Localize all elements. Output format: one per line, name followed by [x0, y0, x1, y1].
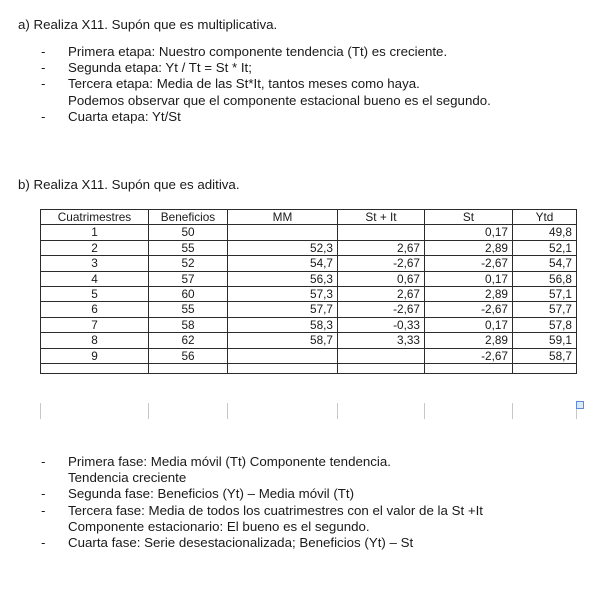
table-cell: -2,67: [338, 256, 425, 271]
table-cell: 1: [41, 225, 149, 240]
table-row: [41, 271, 577, 286]
table-cell: 0,17: [425, 271, 513, 286]
list-item-text: Tendencia creciente: [68, 470, 187, 486]
table-cell: 52: [149, 256, 228, 271]
table-cell: 3,33: [338, 333, 425, 348]
table-cell: [149, 364, 228, 374]
table-cell: -0,33: [338, 317, 425, 332]
table-cell: 2,89: [425, 333, 513, 348]
list-item-text: Tercera etapa: Media de las St*It, tantos meses como haya.: [68, 76, 420, 92]
table-cell: -2,67: [338, 302, 425, 317]
table-cell: 4: [41, 271, 149, 286]
table-cell: [513, 364, 577, 374]
table-cell: 8: [41, 333, 149, 348]
table-cell: [338, 364, 425, 374]
table-cell: 56: [149, 348, 228, 363]
table-cell: 0,17: [425, 225, 513, 240]
list-item: [0, 454, 483, 486]
list-item: [0, 503, 483, 535]
column-header: St + It: [338, 210, 425, 225]
list-item-text: Podemos observar que el componente estacional bueno es el segundo.: [68, 92, 491, 108]
section-b-list: [0, 454, 483, 551]
table-row: [41, 348, 577, 363]
list-item: [0, 486, 483, 502]
table-cell: 57,7: [228, 302, 338, 317]
table-cell: [228, 348, 338, 363]
table-cell: 58,3: [228, 317, 338, 332]
table-cell: 3: [41, 256, 149, 271]
table-guide-lines: [40, 403, 576, 419]
table-cell: 56,3: [228, 271, 338, 286]
table-cell: -2,67: [425, 348, 513, 363]
list-item: [0, 109, 491, 125]
table-cell: 5: [41, 287, 149, 302]
table-cell: 60: [149, 287, 228, 302]
table-cell: 2: [41, 240, 149, 255]
dash-bullet: -: [41, 502, 46, 518]
list-item-text: Cuarta etapa: Yt/St: [68, 108, 181, 124]
table-cell: [338, 225, 425, 240]
table-cell: 0,67: [338, 271, 425, 286]
table-cell: 57,3: [228, 287, 338, 302]
table-cell: 9: [41, 348, 149, 363]
list-item-text: Segunda etapa: Yt / Tt = St * It;: [68, 60, 252, 76]
column-header: Cuatrimestres: [41, 210, 149, 225]
table-cell: 57,1: [513, 287, 577, 302]
section-a-list: [0, 44, 491, 125]
table-cell: 58,7: [228, 333, 338, 348]
table-cell: 6: [41, 302, 149, 317]
list-item-text: Cuarta fase: Serie desestacionalizada; Beneficios (Yt) – St: [68, 535, 414, 551]
table-cell: 57: [149, 271, 228, 286]
table-cell: 54,7: [228, 256, 338, 271]
list-item: [0, 60, 491, 76]
table-row: [41, 240, 577, 255]
list-item-text: Primera etapa: Nuestro componente tendencia (Tt) es creciente.: [68, 44, 448, 59]
table-empty-row: [41, 364, 577, 374]
table-cell: 2,89: [425, 240, 513, 255]
table-row: [41, 225, 577, 240]
table-cell: 57,8: [513, 317, 577, 332]
table-cell: 49,8: [513, 225, 577, 240]
table-cell: 0,17: [425, 317, 513, 332]
table-cell: 52,1: [513, 240, 577, 255]
table-resize-handle-icon[interactable]: [576, 401, 584, 409]
column-header: Beneficios: [149, 210, 228, 225]
column-header: MM: [228, 210, 338, 225]
results-table-wrapper: [40, 209, 577, 374]
table-cell: 7: [41, 317, 149, 332]
dash-bullet: -: [41, 60, 46, 76]
table-cell: 2,67: [338, 240, 425, 255]
dash-bullet: -: [41, 486, 46, 502]
section-b-heading: b) Realiza X11. Supón que es aditiva.: [18, 177, 240, 192]
table-cell: -2,67: [425, 302, 513, 317]
table-cell: 58: [149, 317, 228, 332]
dash-bullet: -: [41, 108, 46, 124]
list-item: [0, 76, 491, 108]
table-row: [41, 333, 577, 348]
column-header: Ytd: [513, 210, 577, 225]
table-cell: -2,67: [425, 256, 513, 271]
table-cell: 59,1: [513, 333, 577, 348]
table-cell: [228, 225, 338, 240]
table-cell: 55: [149, 240, 228, 255]
list-item: [0, 44, 491, 60]
table-cell: [338, 348, 425, 363]
dash-bullet: -: [41, 76, 46, 92]
table-cell: [41, 364, 149, 374]
results-table: [40, 209, 577, 374]
table-header-row: [41, 210, 577, 225]
table-row: [41, 317, 577, 332]
table-cell: 58,7: [513, 348, 577, 363]
list-item-text: Tercera fase: Media de todos los cuatrimestres con el valor de la St +It: [68, 502, 483, 518]
table-cell: 57,7: [513, 302, 577, 317]
dash-bullet: -: [41, 44, 46, 59]
list-item-text: Primera fase: Media móvil (Tt) Componente tendencia.: [68, 454, 391, 469]
column-header: St: [425, 210, 513, 225]
table-cell: 2,89: [425, 287, 513, 302]
section-a-heading: a) Realiza X11. Supón que es multiplicativa.: [18, 17, 278, 32]
table-cell: 56,8: [513, 271, 577, 286]
table-cell: 54,7: [513, 256, 577, 271]
table-row: [41, 302, 577, 317]
table-cell: 62: [149, 333, 228, 348]
list-item: [0, 535, 483, 551]
table-row: [41, 287, 577, 302]
dash-bullet: -: [41, 454, 46, 469]
table-cell: 50: [149, 225, 228, 240]
list-item-text: Componente estacionario: El bueno es el segundo.: [68, 518, 370, 534]
dash-bullet: -: [41, 535, 46, 551]
table-cell: 2,67: [338, 287, 425, 302]
table-cell: [228, 364, 338, 374]
table-row: [41, 256, 577, 271]
table-cell: [425, 364, 513, 374]
table-cell: 55: [149, 302, 228, 317]
table-body: [41, 225, 577, 374]
table-cell: 52,3: [228, 240, 338, 255]
list-item-text: Segunda fase: Beneficios (Yt) – Media móvil (Tt): [68, 486, 355, 502]
